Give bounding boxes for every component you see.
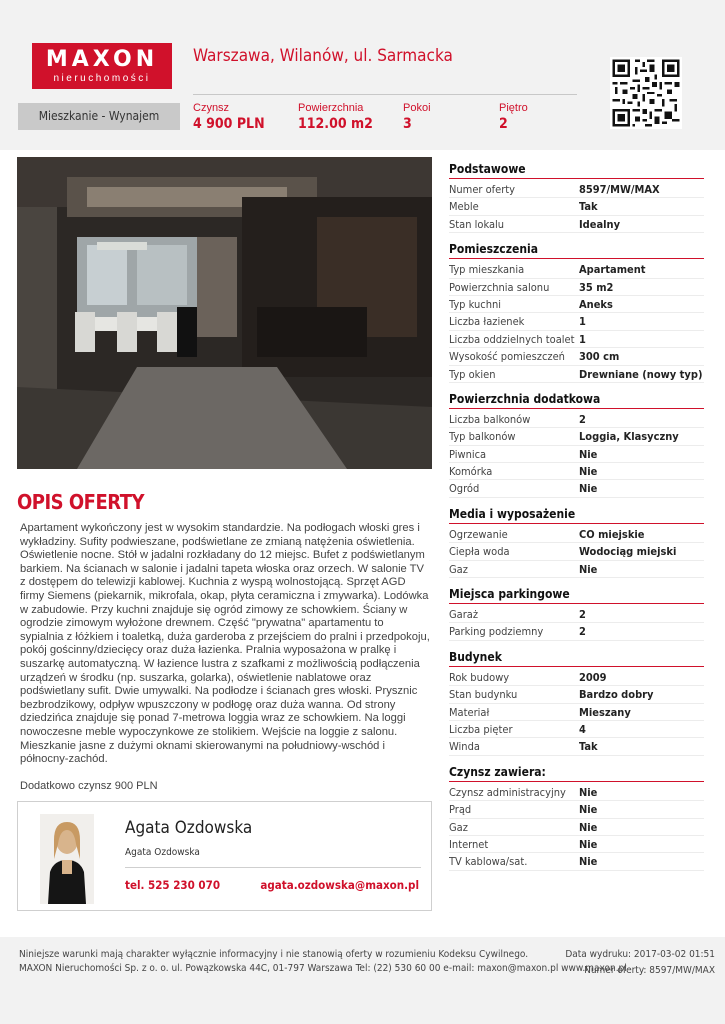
detail-row: [449, 480, 704, 497]
detail-row: [449, 279, 704, 296]
address-divider: [193, 94, 577, 95]
section-title: Powierzchnia dodatkowa: [449, 392, 704, 409]
stat-value: 4 900 PLN: [193, 116, 265, 132]
detail-value: Nie: [579, 482, 598, 496]
detail-value: Loggia, Klasyczny: [579, 430, 679, 444]
detail-row: [449, 819, 704, 836]
print-date: Data wydruku: 2017-03-02 01:51: [565, 949, 715, 960]
detail-value: 8597/MW/MAX: [579, 183, 660, 196]
detail-row: [449, 296, 704, 313]
detail-value: Nie: [579, 803, 598, 817]
detail-label: Liczba łazienek: [449, 315, 525, 329]
stat-rooms: [403, 102, 431, 132]
detail-value: 2: [579, 412, 586, 426]
footer-disclaimer: Niniejsze warunki mają charakter wyłącznie informacyjny i nie stanowią oferty w rozumieniu Kodeksu Cywilnego.: [19, 949, 529, 960]
stat-rent: [193, 102, 265, 132]
detail-row: [449, 446, 704, 463]
detail-row: [449, 411, 704, 428]
detail-value: Nie: [579, 447, 598, 461]
detail-value: 2009: [579, 670, 607, 684]
detail-label: Internet: [449, 837, 489, 851]
section-title: Czynsz zawiera:: [449, 765, 704, 782]
maxon-logo: [32, 43, 172, 89]
detail-label: Gaz: [449, 562, 468, 576]
footer-offer-number: Numer oferty: 8597/MW/MAX: [584, 965, 715, 976]
detail-row: [449, 313, 704, 330]
detail-row: [449, 181, 704, 198]
property-details: [449, 162, 704, 880]
detail-row: [449, 463, 704, 480]
detail-value: 2: [579, 625, 586, 639]
detail-row: [449, 348, 704, 365]
detail-label: Liczba balkonów: [449, 412, 531, 426]
detail-value: 35 m2: [579, 280, 614, 294]
detail-value: Idealny: [579, 217, 621, 231]
detail-value: Nie: [579, 820, 598, 834]
detail-row: [449, 198, 704, 215]
logo-main-text: MAXON: [45, 47, 159, 72]
stat-area: [298, 102, 373, 132]
agent-subtitle: Agata Ozdowska: [125, 847, 200, 858]
section-title: Budynek: [449, 650, 704, 667]
detail-row: [449, 686, 704, 703]
detail-row: [449, 669, 704, 686]
detail-label: Ogród: [449, 482, 480, 496]
detail-value: Apartament: [579, 263, 646, 277]
details-section: [449, 242, 704, 383]
detail-label: Meble: [449, 200, 479, 214]
detail-label: Gaz: [449, 820, 468, 834]
stat-label: Pokoi: [403, 102, 431, 114]
detail-row: [449, 261, 704, 278]
detail-label: Stan budynku: [449, 688, 518, 702]
detail-row: [449, 216, 704, 233]
detail-value: Mieszany: [579, 705, 631, 719]
details-section: [449, 650, 704, 756]
footer: [0, 937, 725, 1024]
detail-label: Wysokość pomieszczeń: [449, 350, 565, 364]
stat-floor: [499, 102, 528, 132]
detail-row: [449, 526, 704, 543]
detail-label: Materiał: [449, 705, 490, 719]
detail-value: Wodociąg miejski: [579, 545, 677, 559]
detail-label: Liczba pięter: [449, 722, 513, 736]
detail-label: Liczba oddzielnych toalet: [449, 332, 575, 346]
agent-photo: [40, 814, 94, 904]
detail-row: [449, 428, 704, 445]
detail-row: [449, 561, 704, 578]
section-title: Miejsca parkingowe: [449, 587, 704, 604]
detail-value: Nie: [579, 465, 598, 479]
detail-label: Ciepła woda: [449, 545, 510, 559]
detail-label: Czynsz administracyjny: [449, 785, 566, 799]
detail-label: Komórka: [449, 465, 493, 479]
stat-value: 112.00 m2: [298, 116, 373, 132]
detail-value: 2: [579, 608, 586, 622]
agent-name: Agata Ozdowska: [125, 818, 253, 838]
detail-row: [449, 543, 704, 560]
qr-code-icon[interactable]: [610, 57, 682, 129]
detail-value: 1: [579, 315, 586, 329]
header: [0, 0, 725, 150]
detail-label: Ogrzewanie: [449, 527, 508, 541]
detail-value: Bardzo dobry: [579, 688, 654, 702]
stat-label: Powierzchnia: [298, 102, 364, 114]
detail-row: [449, 331, 704, 348]
detail-label: Stan lokalu: [449, 217, 505, 231]
details-section: [449, 392, 704, 498]
detail-label: Typ kuchni: [449, 297, 502, 311]
detail-value: 1: [579, 332, 586, 346]
stat-value: 2: [499, 116, 508, 132]
detail-value: Drewniane (nowy typ): [579, 367, 703, 381]
detail-row: [449, 801, 704, 818]
detail-label: Numer oferty: [449, 183, 516, 196]
offer-type-badge: Mieszkanie - Wynajem: [18, 103, 180, 130]
detail-row: [449, 721, 704, 738]
detail-value: Aneks: [579, 297, 613, 311]
detail-label: Typ balkonów: [449, 430, 516, 444]
logo-sub-text: nieruchomości: [53, 73, 151, 84]
agent-email-link[interactable]: agata.ozdowska@maxon.pl: [260, 878, 419, 892]
detail-value: Nie: [579, 855, 598, 869]
description-title: OPIS OFERTY: [17, 490, 145, 514]
detail-label: Parking podziemny: [449, 625, 544, 639]
detail-value: Nie: [579, 562, 598, 576]
detail-row: [449, 853, 704, 870]
detail-value: Tak: [579, 740, 598, 754]
detail-label: Typ mieszkania: [449, 263, 525, 277]
detail-value: Tak: [579, 200, 598, 214]
detail-row: [449, 623, 704, 640]
detail-value: Nie: [579, 785, 598, 799]
detail-row: [449, 606, 704, 623]
property-photo: [17, 157, 432, 469]
detail-label: Piwnica: [449, 447, 487, 461]
detail-row: [449, 738, 704, 755]
stat-label: Piętro: [499, 102, 528, 114]
details-section: [449, 587, 704, 641]
detail-label: Typ okien: [449, 367, 496, 381]
description-text: Apartament wykończony jest w wysokim standardzie. Na podłogach włoski gres i wykładziny. Sufity podwieszane, podświetlane ze zmianą natężenia oświetlenia. Oświetlenie nocne. Stół w jadalni rozkładany do 12 miejsc. Bufet z podświetlanym barkiem. Na ścianach w salonie i jadalni tapeta włoska oraz orzech. W salonie TV z dostępem do telewizji kablowej. Kuchnia z wyspą wolnostojącą. Sprzęt AGD firmy Siemens (piekarnik, mikrofala, okap, płyta ceramiczna i zmywarka). Lodówka w zabudowie. Przy kuchni znajduje się ogród zimowy ze schowkiem. Ściany w ogrodzie zimowym wyłożone drewnem. Część "prywatna" apartamentu to sypialnia z łóżkiem i toaletką, duża garderoba z przejściem do pralni i przedpokoju, pokój gościnny/dziecięcy oraz duża łazienka. Pralnia wyposażona w pralkę i suszarkę automatyczną. W łazience lustra z szafkami z możliwością podłączenia urządzeń w środku (np. suszarka, golarka), oświetlenie nablatowe oraz podświetlany sufit. Dwie umywalki. Na podłodze i ścianach gres włoski. Prysznic bezbrodzikowy, odpływ wpuszczony w podłogę oraz duża wanna. Od strony dziedzińca znajduje się ponad 7-metrowa loggia wraz ze schowkiem. Na loggi nowoczesne meble wypoczynkowe ze stolikiem. Wejście na loggie z salonu. Mieszkanie jasne z dużymi oknami skierowanymi na południowy-wschód i północny-zachód.: [20, 522, 430, 766]
footer-company-info: MAXON Nieruchomości Sp. z o. o. ul. Powązkowska 44C, 01-797 Warszawa Tel: (22) 530 60 00 e-mail: maxon@maxon.pl www.maxon.pl: [19, 963, 627, 974]
detail-row: [449, 784, 704, 801]
details-section: [449, 765, 704, 871]
details-section: [449, 507, 704, 578]
details-section: [449, 162, 704, 233]
detail-label: Winda: [449, 740, 480, 754]
detail-value: CO miejskie: [579, 527, 645, 541]
property-address: Warszawa, Wilanów, ul. Sarmacka: [193, 46, 453, 66]
agent-phone-link[interactable]: tel. 525 230 070: [125, 878, 221, 892]
stat-value: 3: [403, 116, 412, 132]
detail-label: TV kablowa/sat.: [449, 855, 528, 869]
detail-row: [449, 704, 704, 721]
detail-value: 300 cm: [579, 350, 620, 364]
agent-divider: [125, 867, 421, 868]
detail-row: [449, 366, 704, 383]
section-title: Media i wyposażenie: [449, 507, 704, 524]
detail-value: 4: [579, 722, 586, 736]
stat-label: Czynsz: [193, 102, 230, 114]
detail-label: Rok budowy: [449, 670, 510, 684]
detail-row: [449, 836, 704, 853]
section-title: Pomieszczenia: [449, 242, 704, 259]
agent-card: [17, 801, 432, 911]
detail-label: Powierzchnia salonu: [449, 280, 550, 294]
detail-label: Prąd: [449, 803, 472, 817]
detail-value: Nie: [579, 837, 598, 851]
detail-label: Garaż: [449, 608, 479, 622]
extra-rent-note: Dodatkowo czynsz 900 PLN: [20, 780, 158, 792]
section-title: Podstawowe: [449, 162, 704, 179]
